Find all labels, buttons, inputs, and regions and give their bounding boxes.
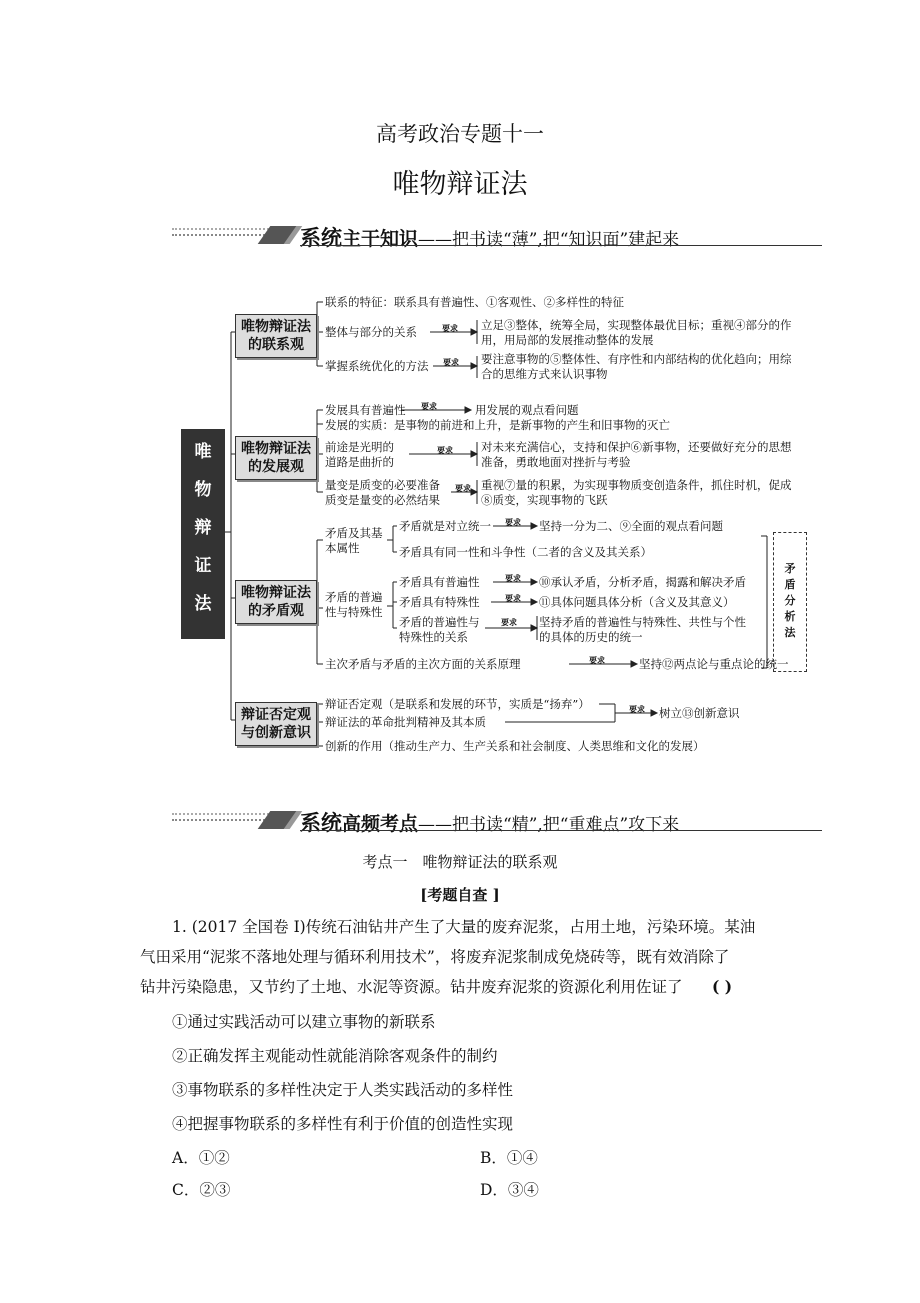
diagram-text: 整体与部分的关系 xyxy=(325,325,417,339)
diagram-text: ⑧质变，实现事物的飞跃 xyxy=(481,493,608,507)
diagram-text: 矛盾的普遍性与 xyxy=(399,615,480,629)
diagram-text: 合的思维方式来认识事物 xyxy=(481,367,608,381)
doc-title: 高考政治专题十一 xyxy=(376,122,544,146)
statement-2: ②正确发挥主观能动性就能消除客观条件的制约 xyxy=(172,1047,498,1065)
banner-head: 系统 xyxy=(300,811,342,835)
knowledge-diagram xyxy=(175,288,825,758)
side-box-label: 矛盾分析法 xyxy=(784,562,796,639)
banner-rest: 高频考点 xyxy=(342,813,419,835)
section-banner-key-points xyxy=(172,809,822,835)
banner-sub: ——把书读“精”,把“重难点”攻下来 xyxy=(418,815,680,835)
diagram-text: 矛盾的普遍 xyxy=(325,590,383,604)
diagram-text: 辩证否定观（是联系和发展的环节，实质是“扬弃”） xyxy=(325,697,590,711)
diagram-text: 要注意事物的⑤整体性、有序性和内部结构的优化趋向；用综 xyxy=(481,352,792,366)
diagram-text: 发展的实质：是事物的前进和上升，是新事物的产生和旧事物的灭亡 xyxy=(325,418,670,432)
diagram-text: ⑪具体问题具体分析（含义及其意义） xyxy=(539,595,735,609)
diagram-text: 准备，勇敢地面对挫折与考验 xyxy=(481,455,631,469)
diagram-text: 对未来充满信心，支持和保护⑥新事物，还要做好充分的思想 xyxy=(481,440,792,454)
banner-rest: 主干知识 xyxy=(342,228,419,250)
answer-bracket: ( ) xyxy=(712,977,733,996)
diagram-text: 坚持一分为二、⑨全面的观点看问题 xyxy=(539,519,723,533)
question-line-1: 1. (2017 全国卷 Ⅰ)传统石油钻井产生了大量的废弃泥浆，占用土地，污染环境。某油 xyxy=(172,918,756,936)
diagram-text: 道路是曲折的 xyxy=(325,455,394,469)
question-line-2: 气田采用“泥浆不落地处理与循环利用技术”，将废弃泥浆制成免烧砖等，既有效消除了 xyxy=(140,948,730,966)
req-label: 要求 xyxy=(501,617,517,627)
option-d: D．③④ xyxy=(480,1181,539,1199)
branch-contradiction: 唯物辩证法的矛盾观 xyxy=(235,580,317,624)
diagram-text: 辩证法的革命批判精神及其本质 xyxy=(325,715,486,729)
statement-3: ③事物联系的多样性决定于人类实践活动的多样性 xyxy=(172,1081,514,1099)
req-label: 要求 xyxy=(505,593,521,603)
statement-4: ④把握事物联系的多样性有利于价值的创造性实现 xyxy=(172,1115,514,1133)
req-label: 要求 xyxy=(589,655,605,665)
diagram-text: 立足③整体，统筹全局，实现整体最优目标；重视④部分的作 xyxy=(481,318,792,332)
banner-sub: ——把书读“薄”,把“知识面”建起来 xyxy=(418,230,680,250)
diagram-text: 矛盾具有普遍性 xyxy=(399,575,480,589)
req-label: 要求 xyxy=(443,357,459,367)
diagram-text: 矛盾具有特殊性 xyxy=(399,595,480,609)
diagram-text: 坚持矛盾的普遍性与特殊性、共性与个性 xyxy=(539,615,746,629)
branch-connection: 唯物辩证法的联系观 xyxy=(235,314,317,358)
diagram-text: 矛盾及其基 xyxy=(325,526,383,540)
diagram-text: 矛盾具有同一性和斗争性（二者的含义及其关系） xyxy=(399,545,652,559)
option-c: C．②③ xyxy=(172,1181,231,1199)
kaodian-heading: 考点一 唯物辩证法的联系观 xyxy=(362,853,558,871)
req-label: 要求 xyxy=(437,445,453,455)
diagram-text: 性与特殊性 xyxy=(325,605,383,619)
diagram-text: 前途是光明的 xyxy=(325,440,394,454)
diagram-text: 创新的作用（推动生产力、生产关系和社会制度、人类思维和文化的发展） xyxy=(325,739,705,753)
diagram-text: 树立⑬创新意识 xyxy=(659,706,740,720)
req-label: 要求 xyxy=(421,401,437,411)
diagram-text: 本属性 xyxy=(325,541,360,555)
req-label: 要求 xyxy=(505,517,521,527)
diagram-root: 唯 物 辩 证 法 xyxy=(181,429,225,639)
diagram-text: 坚持⑫两点论与重点论的统一 xyxy=(639,657,789,671)
diagram-text: 掌握系统优化的方法 xyxy=(325,359,429,373)
branch-negation: 辩证否定观与创新意识 xyxy=(235,702,317,746)
diagram-text: 联系的特征：联系具有普遍性、①客观性、②多样性的特征 xyxy=(325,295,624,309)
req-label: 要求 xyxy=(442,323,458,333)
diagram-text: 发展具有普遍性 xyxy=(325,403,406,417)
diagram-text: 特殊性的关系 xyxy=(399,630,468,644)
branch-development: 唯物辩证法的发展观 xyxy=(235,436,317,480)
diagram-text: ⑩承认矛盾，分析矛盾，揭露和解决矛盾 xyxy=(539,575,746,589)
zicha-heading: [考题自查 ] xyxy=(420,886,500,904)
diagram-text: 量变是质变的必要准备 xyxy=(325,478,440,492)
statement-1: ①通过实践活动可以建立事物的新联系 xyxy=(172,1013,436,1031)
section-banner-main-knowledge xyxy=(172,224,822,250)
option-a: A．①② xyxy=(172,1149,230,1167)
diagram-text: 用，用局部的发展推动整体的发展 xyxy=(481,333,654,347)
banner-head: 系统 xyxy=(300,226,342,250)
diagram-text: 矛盾就是对立统一 xyxy=(399,519,491,533)
diagram-text: 重视⑦量的积累，为实现事物质变创造条件，抓住时机，促成 xyxy=(481,478,792,492)
req-label: 要求 xyxy=(455,483,471,493)
diagram-text: 的具体的历史的统一 xyxy=(539,630,643,644)
doc-subtitle: 唯物辩证法 xyxy=(392,169,528,200)
question-line-3: 钻井污染隐患，又节约了土地、水泥等资源。钻井废弃泥浆的资源化利用佐证了 xyxy=(140,978,683,996)
req-label: 要求 xyxy=(505,573,521,583)
req-label: 要求 xyxy=(629,704,645,714)
option-b: B．①④ xyxy=(480,1149,538,1167)
diagram-text: 质变是量变的必然结果 xyxy=(325,493,440,507)
diagram-text: 主次矛盾与矛盾的主次方面的关系原理 xyxy=(325,657,521,671)
side-box-contradiction-analysis xyxy=(773,532,807,672)
diagram-text: 用发展的观点看问题 xyxy=(475,403,579,417)
